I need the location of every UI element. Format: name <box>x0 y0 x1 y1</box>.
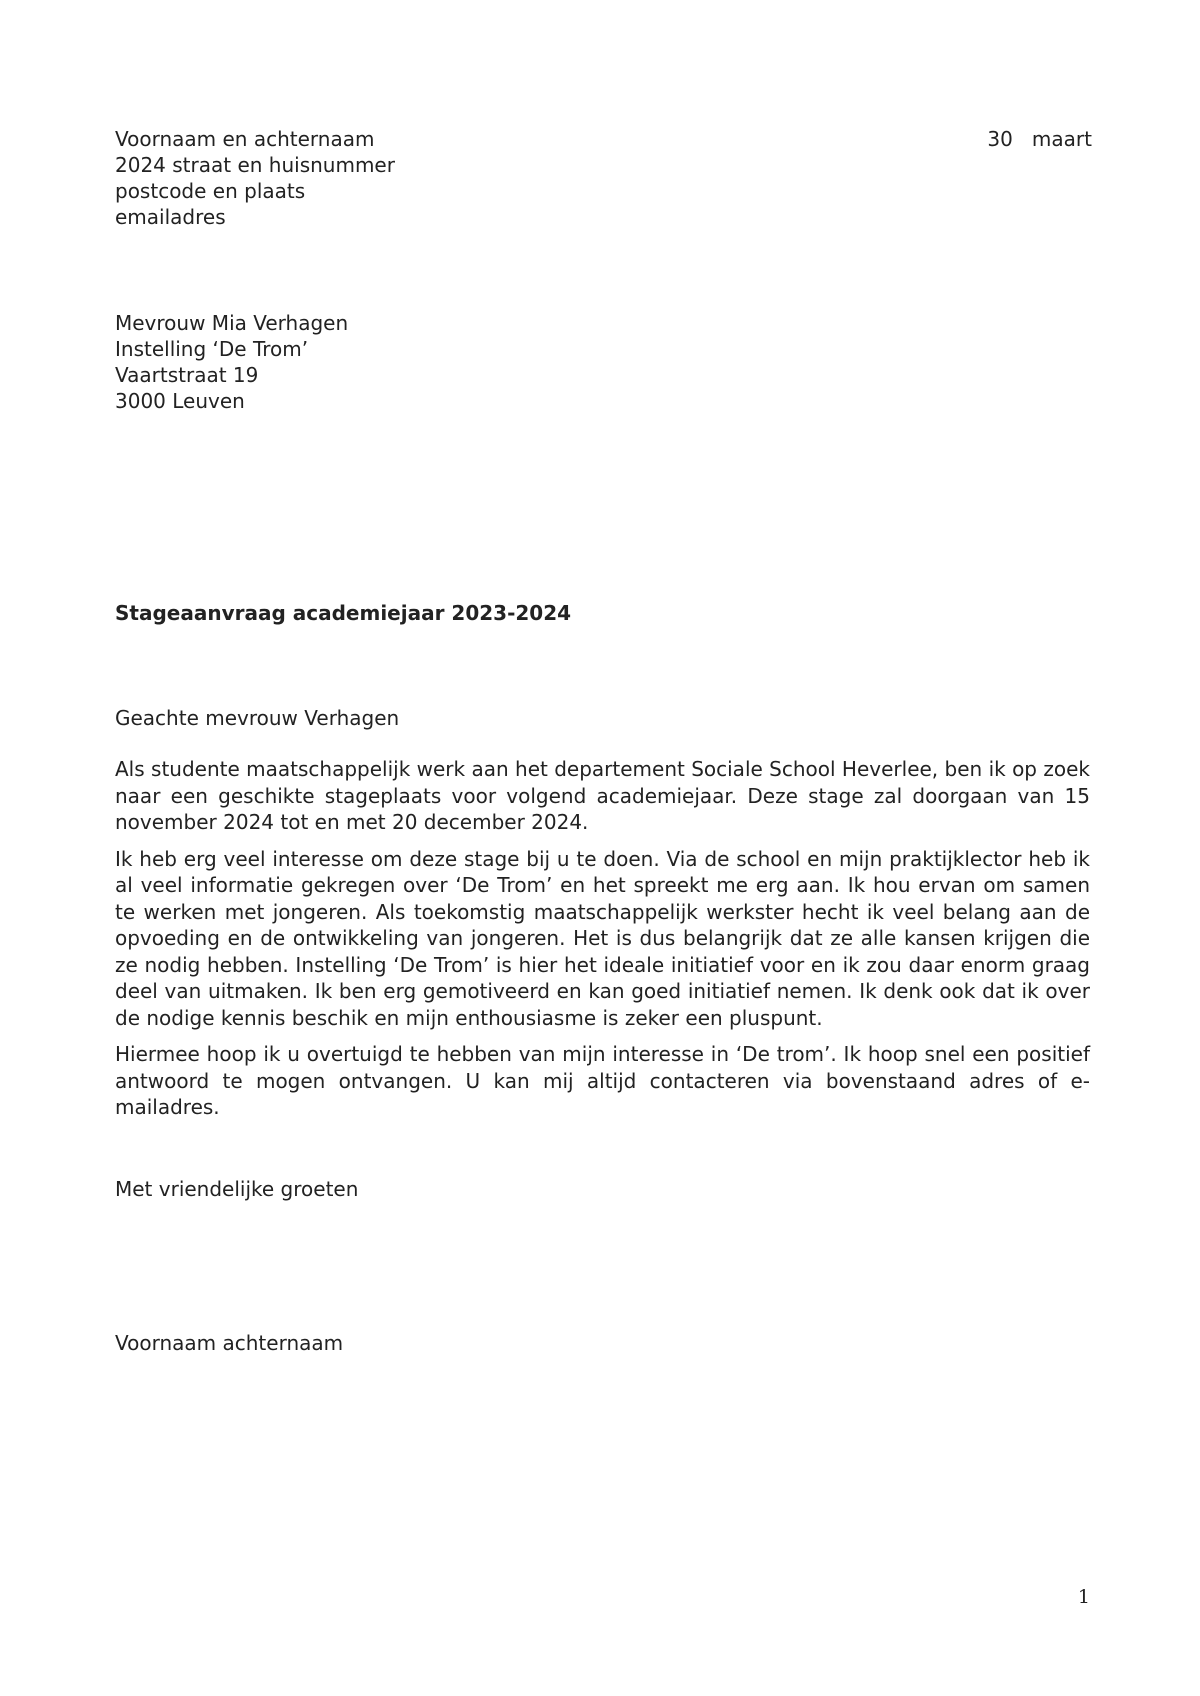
body-paragraph: Hiermee hoop ik u overtuigd te hebben van mijn interesse in ‘De trom’. Ik hoop snel een positief antwoord te mogen ontvangen. U kan mij altijd contacteren via bovenstaand adres of e-mailadres. <box>115 1042 1090 1119</box>
recipient-address <box>115 310 348 414</box>
sender-address <box>115 126 395 230</box>
letter-date: 30 maart <box>987 127 1092 151</box>
recipient-street: Vaartstraat 19 <box>115 363 259 387</box>
letter-body <box>115 756 1090 1131</box>
body-paragraph: Ik heb erg veel interesse om deze stage bij u te doen. Via de school en mijn praktijklector heb ik al veel informatie gekregen over ‘De Trom’ en het spreekt me erg aan. Ik hou ervan om samen te werken met jongeren. Als toekomstig maatschappelijk werkster hecht ik veel belang aan de opvoeding en de ontwikkeling van jongeren. Het is dus belangrijk dat ze alle kansen krijgen die ze nodig hebben. Instelling ‘De Trom’ is hier het ideale initiatief voor en ik zou daar enorm graag deel van uitmaken. Ik ben erg gemotiveerd en kan goed initiatief nemen. Ik denk ook dat ik over de nodige kennis beschik en mijn enthousiasme is zeker een pluspunt. <box>115 846 1090 1030</box>
recipient-city: 3000 Leuven <box>115 389 245 413</box>
sender-street: 2024 straat en huisnummer <box>115 153 395 177</box>
letter-subject: Stageaanvraag academiejaar 2023-2024 <box>115 601 572 625</box>
sender-city: postcode en plaats <box>115 179 306 203</box>
sender-name: Voornaam en achternaam <box>115 127 375 151</box>
letter-greeting: Geachte mevrouw Verhagen <box>115 706 400 730</box>
body-paragraph: Als studente maatschappelijk werk aan het departement Sociale School Heverlee, ben ik op zoek naar een geschikte stageplaats voor volgend academiejaar. Deze stage zal doorgaan van 15 november 2024 tot en met 20 december 2024. <box>115 757 1090 834</box>
letter-closing: Met vriendelijke groeten <box>115 1177 359 1201</box>
page-number: 1 <box>1077 1586 1090 1608</box>
sender-email: emailadres <box>115 205 226 229</box>
letter-signature: Voornaam achternaam <box>115 1331 344 1355</box>
recipient-name: Mevrouw Mia Verhagen <box>115 311 349 335</box>
recipient-organization: Instelling ‘De Trom’ <box>115 337 309 361</box>
